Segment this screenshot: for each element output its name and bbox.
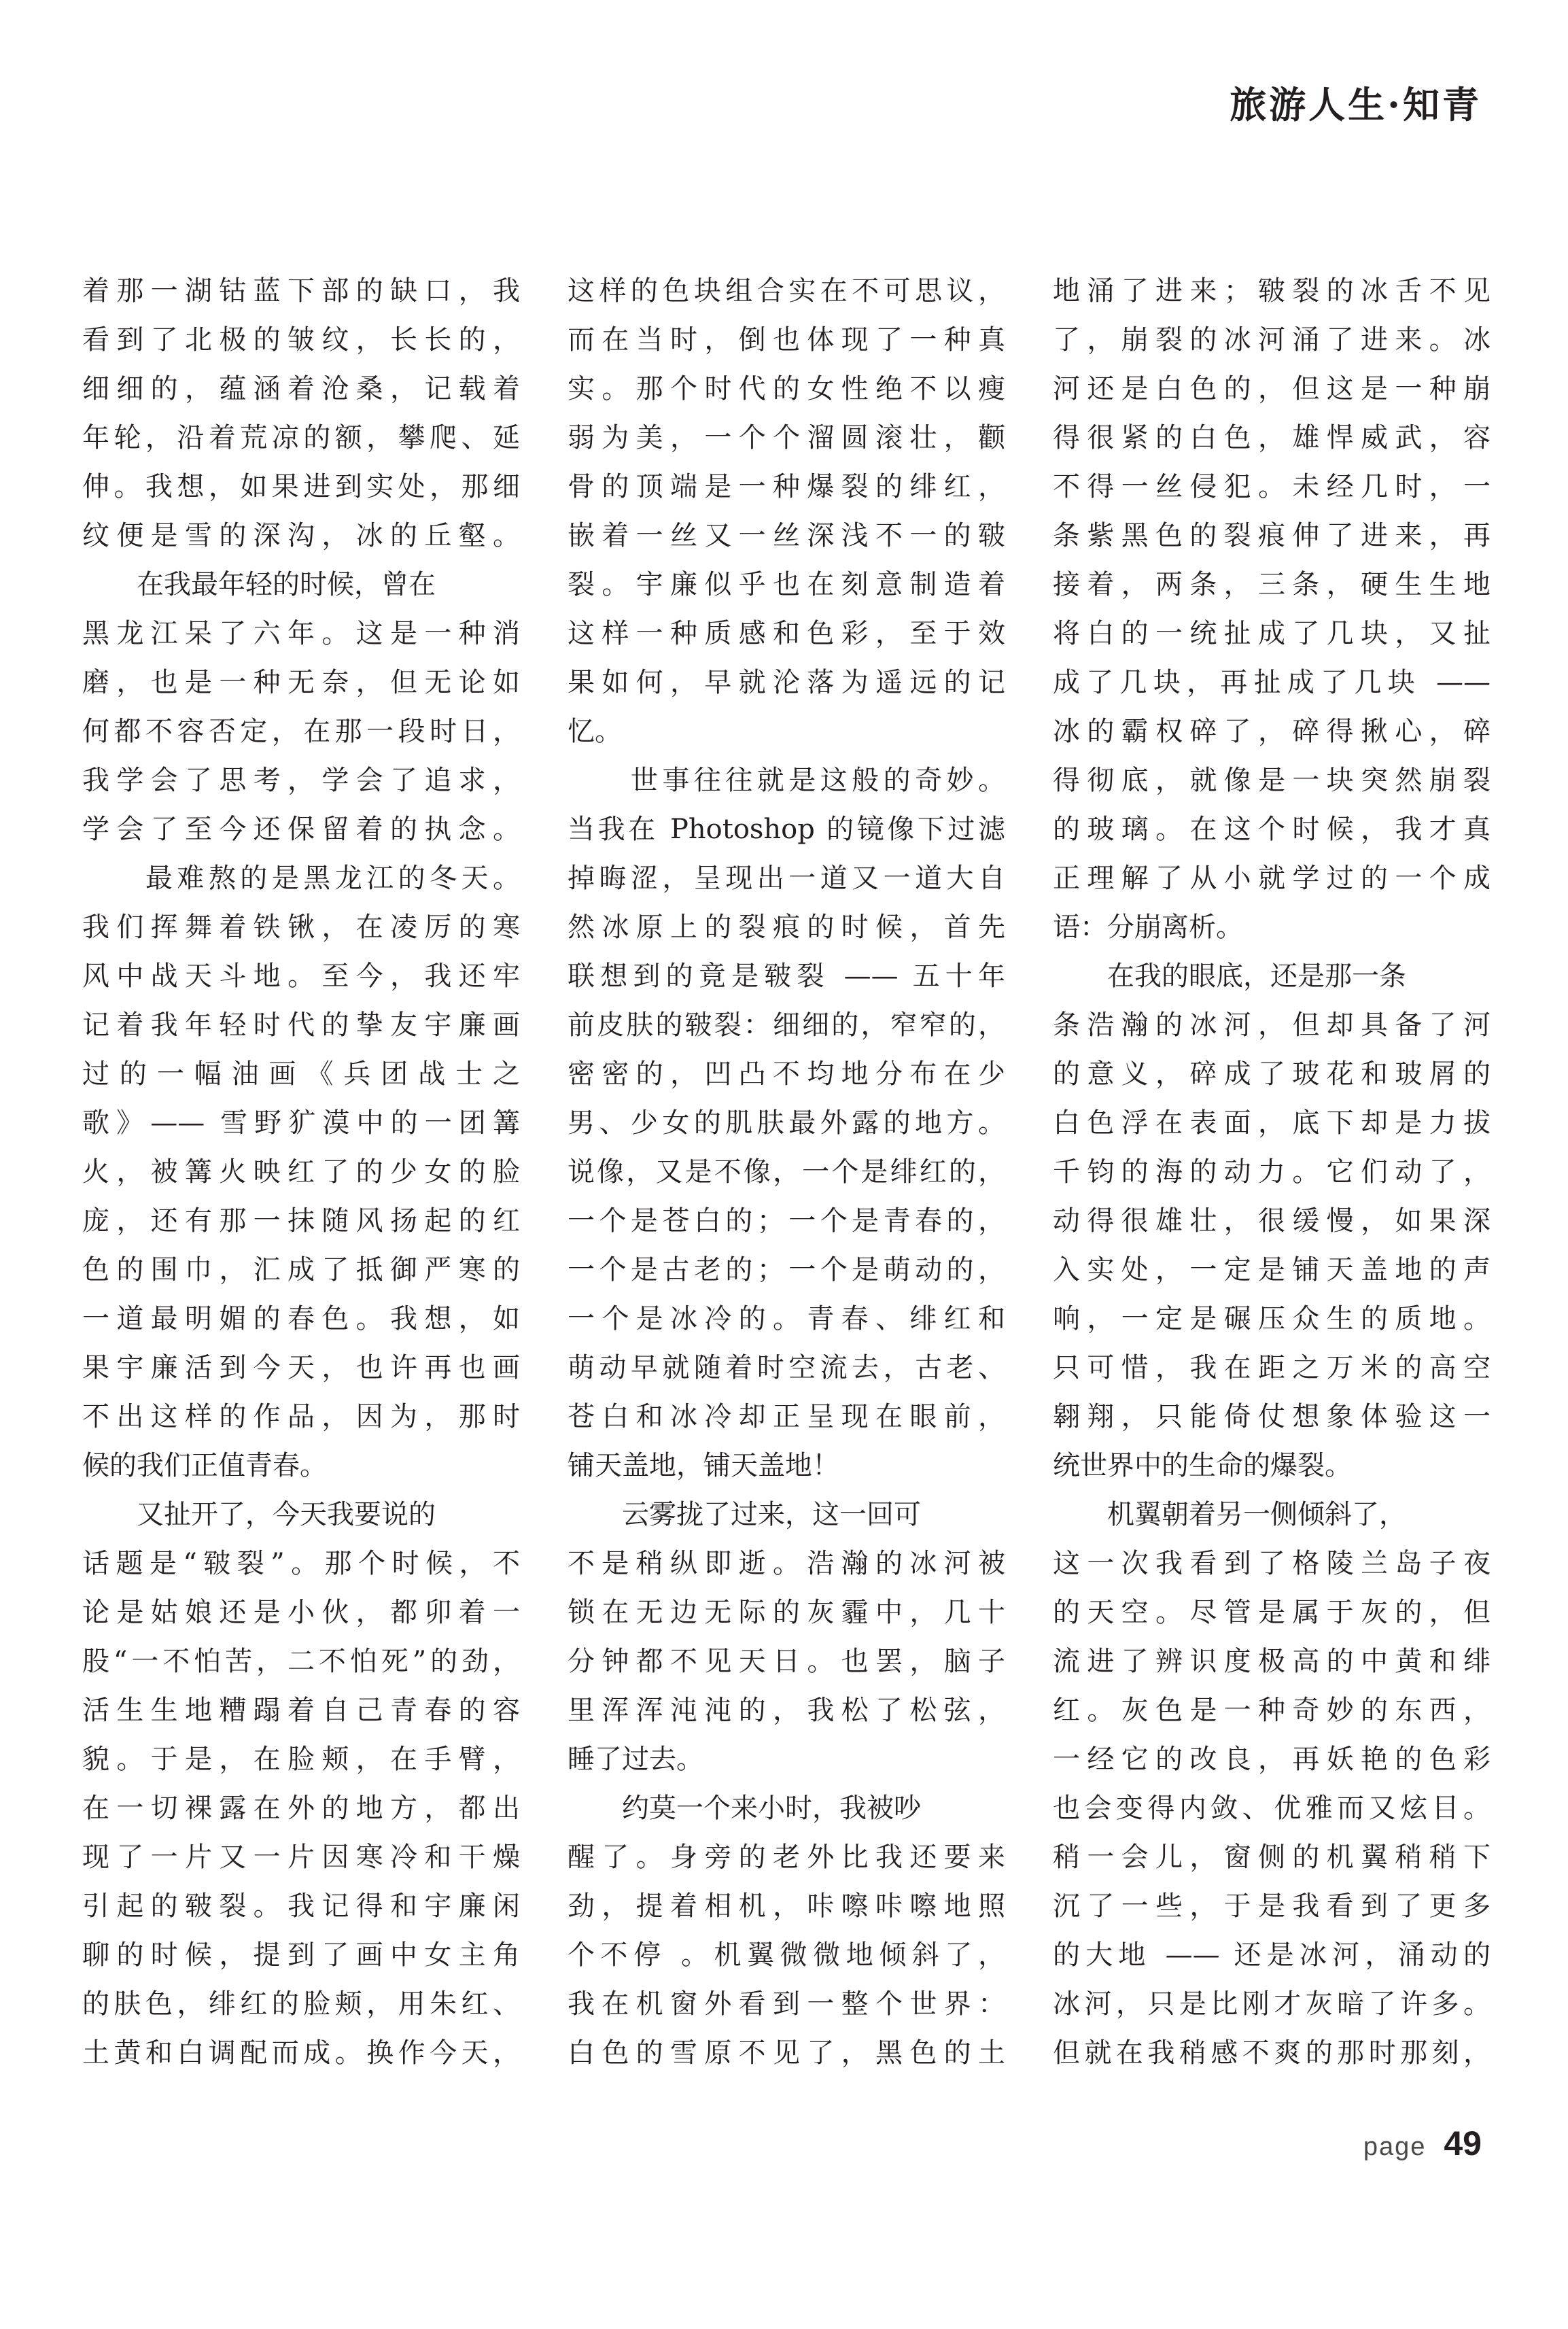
page-label: page bbox=[1363, 2133, 1427, 2161]
text-line: 的天空。尽管是属于灰的，但 bbox=[1053, 1597, 1491, 1628]
text-line: 睡了过去。 bbox=[568, 1744, 703, 1775]
text-line: 又扯开了，今天我要说的 bbox=[82, 1499, 436, 1530]
text-line: 火，被篝火映红了的少女的脸 bbox=[82, 1156, 520, 1188]
text-line: 在我最年轻的时候，曾在 bbox=[82, 569, 436, 600]
text-line: 庞，还有那一抹随风扬起的红 bbox=[82, 1205, 520, 1237]
text-line: 聊的时候，提到了画中女主角 bbox=[82, 1939, 520, 1971]
text-line: 河还是白色的，但这是一种崩 bbox=[1053, 373, 1491, 404]
text-line: 只可惜，我在距之万米的高空 bbox=[1053, 1352, 1491, 1383]
text-line: 过的一幅油画《兵团战士之 bbox=[82, 1058, 520, 1090]
text-line: 黑龙江呆了六年。这是一种消 bbox=[82, 618, 520, 649]
text-line: 掉晦涩，呈现出一道又一道大自 bbox=[568, 863, 1005, 894]
text-line: 貌。于是，在脸颊，在手臂， bbox=[82, 1744, 520, 1775]
text-line: 候的我们正值青春。 bbox=[82, 1450, 327, 1481]
text-line: 果如何，早就沦落为遥远的记 bbox=[568, 667, 1005, 698]
text-line: 学会了至今还保留着的执念。 bbox=[82, 814, 520, 845]
text-line: 一个是苍白的；一个是青春的， bbox=[568, 1205, 1005, 1237]
text-line: 白色的雪原不见了，黑色的土 bbox=[568, 2037, 1005, 2069]
text-line: 醒了。身旁的老外比我还要来 bbox=[568, 1842, 1005, 1873]
text-line: 实。那个时代的女性绝不以瘦 bbox=[568, 373, 1005, 404]
text-line: 分钟都不见天日。也罢，脑子 bbox=[568, 1646, 1005, 1677]
text-line: 云雾拢了过来，这一回可 bbox=[568, 1499, 921, 1530]
text-line: 的意义，碎成了玻花和玻屑的 bbox=[1053, 1058, 1491, 1090]
text-line: 的肤色，绯红的脸颊，用朱红、 bbox=[82, 1988, 520, 2020]
text-line: 我们挥舞着铁锹，在凌厉的寒 bbox=[82, 912, 520, 943]
text-line: 机翼朝着另一侧倾斜了， bbox=[1053, 1499, 1406, 1530]
text-line: 活生生地糟蹋着自己青春的容 bbox=[82, 1695, 520, 1726]
text-line: 了，崩裂的冰河涌了进来。冰 bbox=[1053, 324, 1491, 356]
page-header bbox=[0, 76, 1482, 128]
text-line: 我在机窗外看到一整个世界： bbox=[568, 1988, 1005, 2020]
text-line: 得彻底，就像是一块突然崩裂 bbox=[1053, 765, 1491, 796]
text-line: 当我在 Photoshop 的镜像下过滤 bbox=[568, 814, 1005, 845]
text-line: 萌动早就随着时空流去，古老、 bbox=[568, 1352, 1005, 1383]
text-line: 这样的色块组合实在不可思议， bbox=[568, 275, 1005, 307]
text-line: 流进了辨识度极高的中黄和绯 bbox=[1053, 1646, 1491, 1677]
text-line: 裂。宇廉似乎也在刻意制造着 bbox=[568, 569, 1005, 600]
text-line: 看到了北极的皱纹，长长的， bbox=[82, 324, 520, 356]
text-line: 语：分崩离析。 bbox=[1053, 912, 1243, 943]
text-line: 在我的眼底，还是那一条 bbox=[1053, 961, 1406, 992]
text-line: 骨的顶端是一种爆裂的绯红， bbox=[568, 471, 1005, 502]
text-line: 果宇廉活到今天，也许再也画 bbox=[82, 1352, 520, 1383]
text-line: 一个是古老的；一个是萌动的， bbox=[568, 1254, 1005, 1286]
text-line: 引起的皲裂。我记得和宇廉闲 bbox=[82, 1891, 520, 1922]
text-line: 现了一片又一片因寒冷和干燥 bbox=[82, 1842, 520, 1873]
text-line: 股“一不怕苦，二不怕死”的劲， bbox=[82, 1646, 520, 1677]
text-line: 年轮，沿着荒凉的额，攀爬、延 bbox=[82, 422, 520, 453]
text-line: 土黄和白调配而成。换作今天， bbox=[82, 2037, 520, 2069]
text-line: 但就在我稍感不爽的那时那刻， bbox=[1053, 2037, 1491, 2069]
text-line: 个不停 。机翼微微地倾斜了， bbox=[568, 1939, 1005, 1971]
text-line: 接着，两条，三条，硬生生地 bbox=[1053, 569, 1491, 600]
text-line: 千钧的海的动力。它们动了， bbox=[1053, 1156, 1491, 1188]
text-line: 然冰原上的裂痕的时候，首先 bbox=[568, 912, 1005, 943]
text-line: 联想到的竟是皲裂 —— 五十年 bbox=[568, 961, 1005, 992]
text-line: 约莫一个来小时，我被吵 bbox=[568, 1793, 921, 1824]
text-line: 一经它的改良，再妖艳的色彩 bbox=[1053, 1744, 1491, 1775]
text-line: 成了几块，再扯成了几块 —— bbox=[1053, 667, 1491, 698]
text-line: 纹便是雪的深沟，冰的丘壑。 bbox=[82, 520, 520, 551]
section-title: 旅游人生·知青 bbox=[1230, 83, 1482, 126]
text-line: 论是姑娘还是小伙，都卯着一 bbox=[82, 1597, 520, 1628]
text-line: 记着我年轻时代的挚友宇廉画 bbox=[82, 1010, 520, 1041]
text-line: 劲，提着相机，咔嚓咔嚓地照 bbox=[568, 1891, 1005, 1922]
text-line: 苍白和冰冷却正呈现在眼前， bbox=[568, 1401, 1005, 1432]
article-body bbox=[82, 266, 1491, 2077]
text-line: 而在当时，倒也体现了一种真 bbox=[568, 324, 1005, 356]
text-line: 歌》—— 雪野犷漠中的一团篝 bbox=[82, 1107, 520, 1139]
text-line: 沉了一些，于是我看到了更多 bbox=[1053, 1891, 1491, 1922]
text-line: 风中战天斗地。至今，我还牢 bbox=[82, 961, 520, 992]
text-line: 入实处，一定是铺天盖地的声 bbox=[1053, 1254, 1491, 1286]
text-line: 动得很雄壮，很缓慢，如果深 bbox=[1053, 1205, 1491, 1237]
text-line: 前皮肤的皲裂：细细的，窄窄的， bbox=[568, 1010, 1005, 1041]
text-line: 也会变得内敛、优雅而又炫目。 bbox=[1053, 1793, 1491, 1824]
text-column-1 bbox=[82, 266, 520, 2077]
text-line: 将白的一统扯成了几块，又扯 bbox=[1053, 618, 1491, 649]
text-line: 伸。我想，如果进到实处，那细 bbox=[82, 471, 520, 502]
text-line: 冰河，只是比刚才灰暗了许多。 bbox=[1053, 1988, 1491, 2020]
text-line: 着那一湖钴蓝下部的缺口，我 bbox=[82, 275, 520, 307]
page-number: 49 bbox=[1444, 2124, 1482, 2162]
text-line: 稍一会儿，窗侧的机翼稍稍下 bbox=[1053, 1842, 1491, 1873]
text-line: 在一切裸露在外的地方，都出 bbox=[82, 1793, 520, 1824]
text-line: 的大地 —— 还是冰河，涌动的 bbox=[1053, 1939, 1491, 1971]
text-line: 男、少女的肌肤最外露的地方。 bbox=[568, 1107, 1005, 1139]
text-line: 得很紧的白色，雄悍威武，容 bbox=[1053, 422, 1491, 453]
text-line: 这样一种质感和色彩，至于效 bbox=[568, 618, 1005, 649]
text-line: 不出这样的作品，因为，那时 bbox=[82, 1401, 520, 1432]
text-line: 嵌着一丝又一丝深浅不一的皲 bbox=[568, 520, 1005, 551]
text-column-2 bbox=[568, 266, 1005, 2077]
text-line: 条紫黑色的裂痕伸了进来，再 bbox=[1053, 520, 1491, 551]
text-line: 世事往往就是这般的奇妙。 bbox=[568, 765, 1005, 796]
text-column-3 bbox=[1053, 266, 1491, 2077]
text-line: 白色浮在表面，底下却是力拔 bbox=[1053, 1107, 1491, 1139]
text-line: 的玻璃。在这个时候，我才真 bbox=[1053, 814, 1491, 845]
text-line: 密密的，凹凸不均地分布在少 bbox=[568, 1058, 1005, 1090]
text-line: 不是稍纵即逝。浩瀚的冰河被 bbox=[568, 1548, 1005, 1579]
text-line: 一道最明媚的春色。我想，如 bbox=[82, 1303, 520, 1334]
text-line: 我学会了思考，学会了追求， bbox=[82, 765, 520, 796]
text-line: 一个是冰冷的。青春、绯红和 bbox=[568, 1303, 1005, 1334]
text-line: 响，一定是碾压众生的质地。 bbox=[1053, 1303, 1491, 1334]
text-line: 地涌了进来；皲裂的冰舌不见 bbox=[1053, 275, 1491, 307]
text-line: 磨，也是一种无奈，但无论如 bbox=[82, 667, 520, 698]
text-line: 里浑浑沌沌的，我松了松弦， bbox=[568, 1695, 1005, 1726]
text-line: 正理解了从小就学过的一个成 bbox=[1053, 863, 1491, 894]
text-line: 说像，又是不像，一个是绯红的， bbox=[568, 1156, 1005, 1188]
text-line: 何都不容否定，在那一段时日， bbox=[82, 716, 520, 747]
text-line: 弱为美，一个个溜圆滚壮，颧 bbox=[568, 422, 1005, 453]
text-line: 冰的霸权碎了，碎得揪心，碎 bbox=[1053, 716, 1491, 747]
text-line: 忆。 bbox=[568, 716, 622, 747]
text-line: 条浩瀚的冰河，但却具备了河 bbox=[1053, 1010, 1491, 1041]
text-line: 话题是“皲裂”。那个时候，不 bbox=[82, 1548, 520, 1579]
text-line: 翱翔，只能倚仗想象体验这一 bbox=[1053, 1401, 1491, 1432]
text-line: 细细的，蕴涵着沧桑，记载着 bbox=[82, 373, 520, 404]
text-line: 红。灰色是一种奇妙的东西， bbox=[1053, 1695, 1491, 1726]
text-line: 最难熬的是黑龙江的冬天。 bbox=[82, 863, 520, 894]
text-line: 铺天盖地，铺天盖地！ bbox=[568, 1450, 839, 1481]
text-line: 锁在无边无际的灰霾中，几十 bbox=[568, 1597, 1005, 1628]
text-line: 统世界中的生命的爆裂。 bbox=[1053, 1450, 1352, 1481]
text-line: 不得一丝侵犯。未经几时，一 bbox=[1053, 471, 1491, 502]
text-line: 这一次我看到了格陵兰岛子夜 bbox=[1053, 1548, 1491, 1579]
text-line: 色的围巾，汇成了抵御严寒的 bbox=[82, 1254, 520, 1286]
page-footer bbox=[1363, 2124, 1482, 2163]
